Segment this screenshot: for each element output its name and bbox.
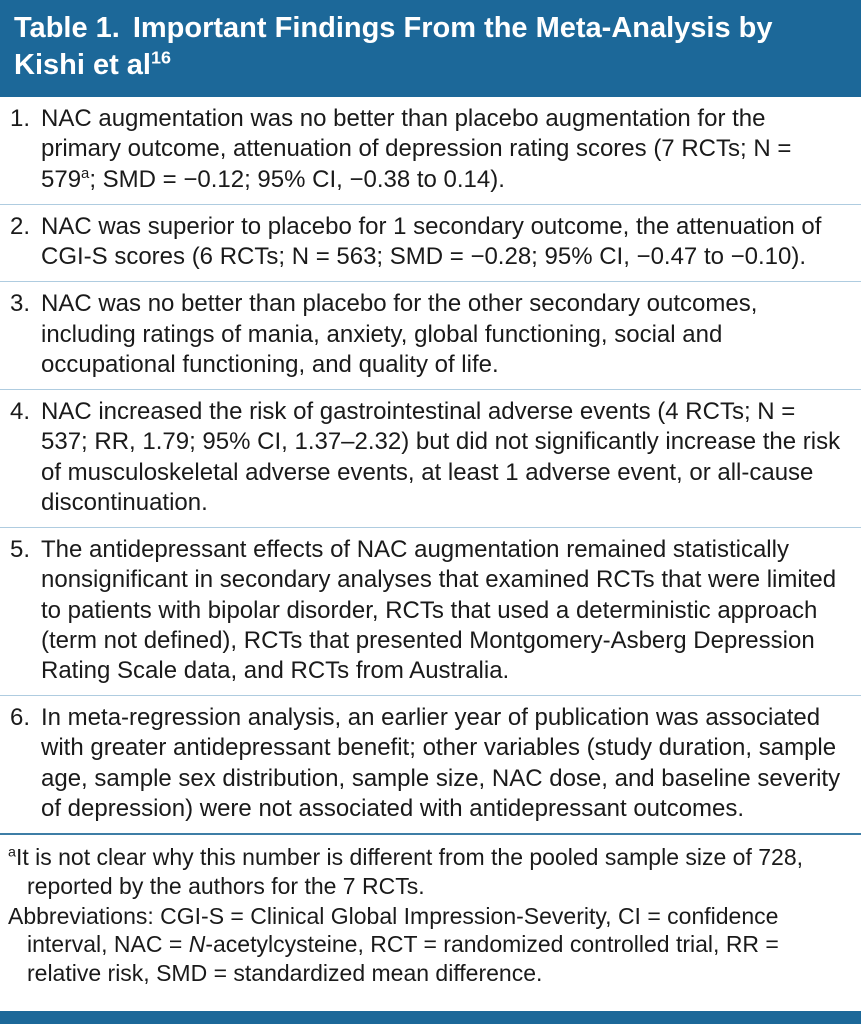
finding-text xyxy=(41,213,821,270)
text-segment: NAC increased the risk of gastrointestinal adverse events (4 RCTs; N = 537; RR, 1.79; 95% CI, 1.37–2.32) but did not significantly increase the risk of musculoskeletal adverse events, at least 1 adverse event, or all-cause discontinuation. xyxy=(41,398,841,516)
superscript-text: a xyxy=(81,165,90,182)
text-segment: ; SMD = −0.12; 95% CI, −0.38 to 0.14). xyxy=(89,165,505,193)
text-segment: In meta-regression analysis, an earlier year of publication was associated with greater antidepressant benefit; other variables (study duration, sample age, sample sex distribution, sample size, NAC dose, and baseline severity of depression) were not associated with antidepressant outcomes. xyxy=(41,704,841,822)
finding-number: 6. xyxy=(10,704,31,732)
findings-list xyxy=(0,97,861,833)
table-title-text: Important Findings From the Meta-Analysis by Kishi et al xyxy=(14,12,773,82)
finding-number: 1. xyxy=(10,105,31,133)
text-segment: NAC was no better than placebo for the other secondary outcomes, including ratings of mania, anxiety, global functioning, social and occupational functioning, and quality of life. xyxy=(41,290,758,378)
footnotes xyxy=(0,833,861,998)
finding-item xyxy=(0,204,861,281)
finding-text xyxy=(41,704,840,822)
finding-text xyxy=(41,290,757,377)
finding-item xyxy=(0,695,861,833)
footnote-abbreviations xyxy=(8,902,845,988)
finding-text xyxy=(41,398,840,516)
finding-number: 2. xyxy=(10,212,31,240)
citation-superscript: 16 xyxy=(151,47,171,68)
text-segment: NAC was superior to placebo for 1 secondary outcome, the attenuation of CGI-S scores (6 RCTs; N = 563; SMD = −0.28; 95% CI, −0.47 to −0.10). xyxy=(41,212,822,271)
finding-item xyxy=(0,389,861,527)
footnote-sample-size xyxy=(8,843,845,901)
text-segment: -acetylcysteine, RCT = randomized controlled trial, RR = relative risk, SMD = standardized mean difference. xyxy=(27,931,779,987)
text-segment: The antidepressant effects of NAC augmentation remained statistically nonsignificant in secondary analyses that examined RCTs that were limited to patients with bipolar disorder, RCTs that used a deterministic approach (term not defined), RCTs that presented Montgomery-Asberg Depression Rating Scale data, and RCTs from Australia. xyxy=(41,536,837,684)
finding-number: 4. xyxy=(10,398,31,426)
finding-number: 5. xyxy=(10,536,31,564)
finding-text xyxy=(41,105,791,192)
table-title xyxy=(0,0,861,97)
finding-text xyxy=(41,536,836,684)
text-segment: Abbreviations: CGI-S = Clinical Global Impression-Severity, CI = confidence interval, NAC = xyxy=(8,902,779,958)
finding-item xyxy=(0,527,861,695)
finding-item xyxy=(0,97,861,204)
finding-item xyxy=(0,281,861,389)
superscript-text: a xyxy=(8,844,16,861)
text-segment: It is not clear why this number is different from the pooled sample size of 728, reported by the authors for the 7 RCTs. xyxy=(15,844,804,899)
table-number-label: Table 1. xyxy=(14,12,120,44)
italic-text: N xyxy=(188,931,206,958)
text-segment: NAC augmentation was no better than placebo augmentation for the primary outcome, attenuation of depression rating scores (7 RCTs; N = 579 xyxy=(41,105,792,193)
table-bottom-border xyxy=(0,1011,861,1024)
finding-number: 3. xyxy=(10,290,31,318)
